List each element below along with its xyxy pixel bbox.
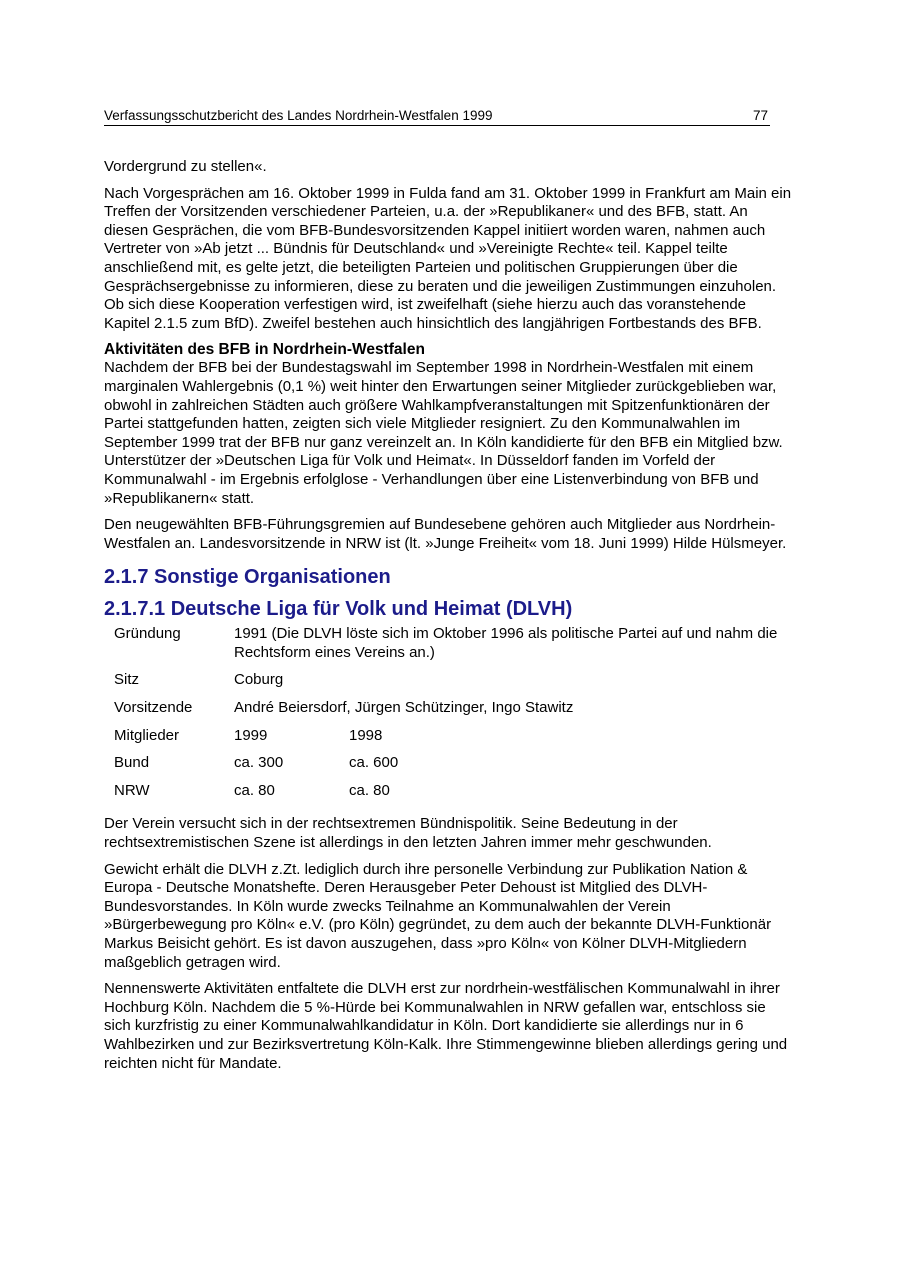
seat-value: Coburg — [234, 671, 284, 689]
facts-row-seat — [114, 671, 794, 699]
founding-value: 1991 (Die DLVH löste sich im Oktober 1996 als politische Partei auf und nahm die Rechtsform eines Vereins an.) — [234, 625, 778, 661]
chair-value: André Beiersdorf, Jürgen Schützinger, Ingo Stawitz — [234, 699, 574, 717]
nrw-1998: ca. 80 — [349, 781, 390, 799]
year-1999: 1999 — [234, 726, 268, 744]
section-heading: 2.1.7 Sonstige Organisationen — [104, 566, 391, 589]
paragraph: Gewicht erhält die DLVH z.Zt. lediglich durch ihre personelle Verbindung zur Publikation Nation & Europa - Deutsche Monatshefte. Deren Herausgeber Peter Dehoust ist Mitglied des DLVH-Bundesvorstandes. In Köln wurde zwecks Teilnahme an Kommunalwahlen der Verein »Bürgerbewegung pro Köln« e.V. (pro Köln) gegründet, zu dem auch der bekannte DLVH-Funktionär Markus Beisicht gehört. Es ist davon auszugehen, dass »pro Köln« von Kölner DLVH-Mitgliedern maßgeblich getragen wird. — [104, 860, 772, 971]
paragraph: Der Verein versucht sich in der rechtsextremen Bündnispolitik. Seine Bedeutung in der rechtsextremistischen Szene ist allerdings in den letzten Jahren immer mehr geschwunden. — [104, 815, 712, 852]
year-1998: 1998 — [349, 726, 383, 744]
chair-label: Vorsitzende — [114, 699, 193, 717]
facts-table — [114, 625, 794, 809]
federal-1998: ca. 600 — [349, 754, 399, 772]
federal-1999: ca. 300 — [234, 754, 284, 772]
paragraph: Den neugewählten BFB-Führungsgremien auf Bundesebene gehören auch Mitglieder aus Nordrhein-Westfalen an. Landesvorsitzende in NRW ist (lt. »Junge Freiheit« vom 18. Juni 1999) Hilde Hülsmeyer. — [104, 516, 787, 552]
federal-label: Bund — [114, 754, 150, 772]
facts-row-federal — [114, 754, 794, 782]
facts-row-members — [114, 727, 794, 755]
nrw-1999: ca. 80 — [234, 781, 275, 799]
paragraph: Nennenswerte Aktivitäten entfaltete die DLVH erst zur nordrhein-westfälischen Kommunalwahl in ihrer Hochburg Köln. Nachdem die 5 %-Hürde bei Kommunalwahlen in NRW gefallen war, entschloss sie sich kurzfristig zu einer Kommunalwahlkandidatur in Köln. Dort kandidierte sie allerdings nur in 6 Wahlbezirken und zur Bezirksvertretung Köln-Kalk. Ihre Stimmengewinne blieben allerdings gering und reichten nicht für Mandate. — [104, 980, 788, 1072]
header-title: Verfassungsschutzbericht des Landes Nordrhein-Westfalen 1999 — [104, 108, 493, 123]
subsection-heading: 2.1.7.1 Deutsche Liga für Volk und Heimat (DLVH) — [104, 598, 573, 621]
seat-label: Sitz — [114, 671, 140, 689]
members-label: Mitglieder — [114, 726, 180, 744]
facts-row-founding — [114, 625, 794, 671]
founding-label: Gründung — [114, 625, 181, 643]
nrw-label: NRW — [114, 781, 150, 799]
body-text — [104, 158, 794, 1073]
page-number: 77 — [752, 108, 768, 123]
facts-row-chair — [114, 699, 794, 727]
running-header — [104, 108, 770, 126]
facts-row-nrw — [114, 782, 794, 810]
paragraph: Vordergrund zu stellen«. — [104, 158, 267, 175]
subheading-bfb-nrw: Aktivitäten des BFB in Nordrhein-Westfalen — [104, 341, 425, 359]
paragraph: Nachdem der BFB bei der Bundestagswahl im September 1998 in Nordrhein-Westfalen mit einem marginalen Wahlergebnis (0,1 %) weit hinter den Erwartungen seiner Mitglieder zurückgeblieben war, obwohl in zahlreichen Städten auch größere Wahlkampfveranstaltungen mit Spitzenfunktionären der Partei stattgefunden hatten, zeigten sich viele Mitglieder resigniert. Zu den Kommunalwahlen im September 1999 trat der BFB nur ganz vereinzelt an. In Köln kandidierte für den BFB ein Mitglied bzw. Unterstützer der »Deutschen Liga für Volk und Heimat«. In Düsseldorf fanden im Vorfeld der Kommunalwahl - im Ergebnis erfolglose - Verhandlungen über eine Listenverbindung von BFB und »Republikanern« statt. — [104, 359, 783, 507]
paragraph: Nach Vorgesprächen am 16. Oktober 1999 in Fulda fand am 31. Oktober 1999 in Frankfurt am Main ein Treffen der Vorsitzenden verschiedener Parteien, u.a. der »Republikaner« und des BFB, statt. An diesen Gesprächen, die vom BFB-Bundesvorsitzenden Kappel initiiert worden waren, nahmen auch Vertreter von »Ab jetzt ... Bündnis für Deutschland« und »Vereinigte Rechte« teil. Kappel teilte anschließend mit, es gelte jetzt, die beteiligten Parteien und politischen Gruppierungen über die Gesprächsergebnisse zu informieren, diese zu beraten und die jeweiligen Zustimmungen einzuholen. Ob sich diese Kooperation verfestigen wird, ist zweifelhaft (siehe hierzu auch das voranstehende Kapitel 2.1.5 zum BfD). Zweifel bestehen auch hinsichtlich des langjährigen Fortbestands des BFB. — [104, 184, 792, 332]
